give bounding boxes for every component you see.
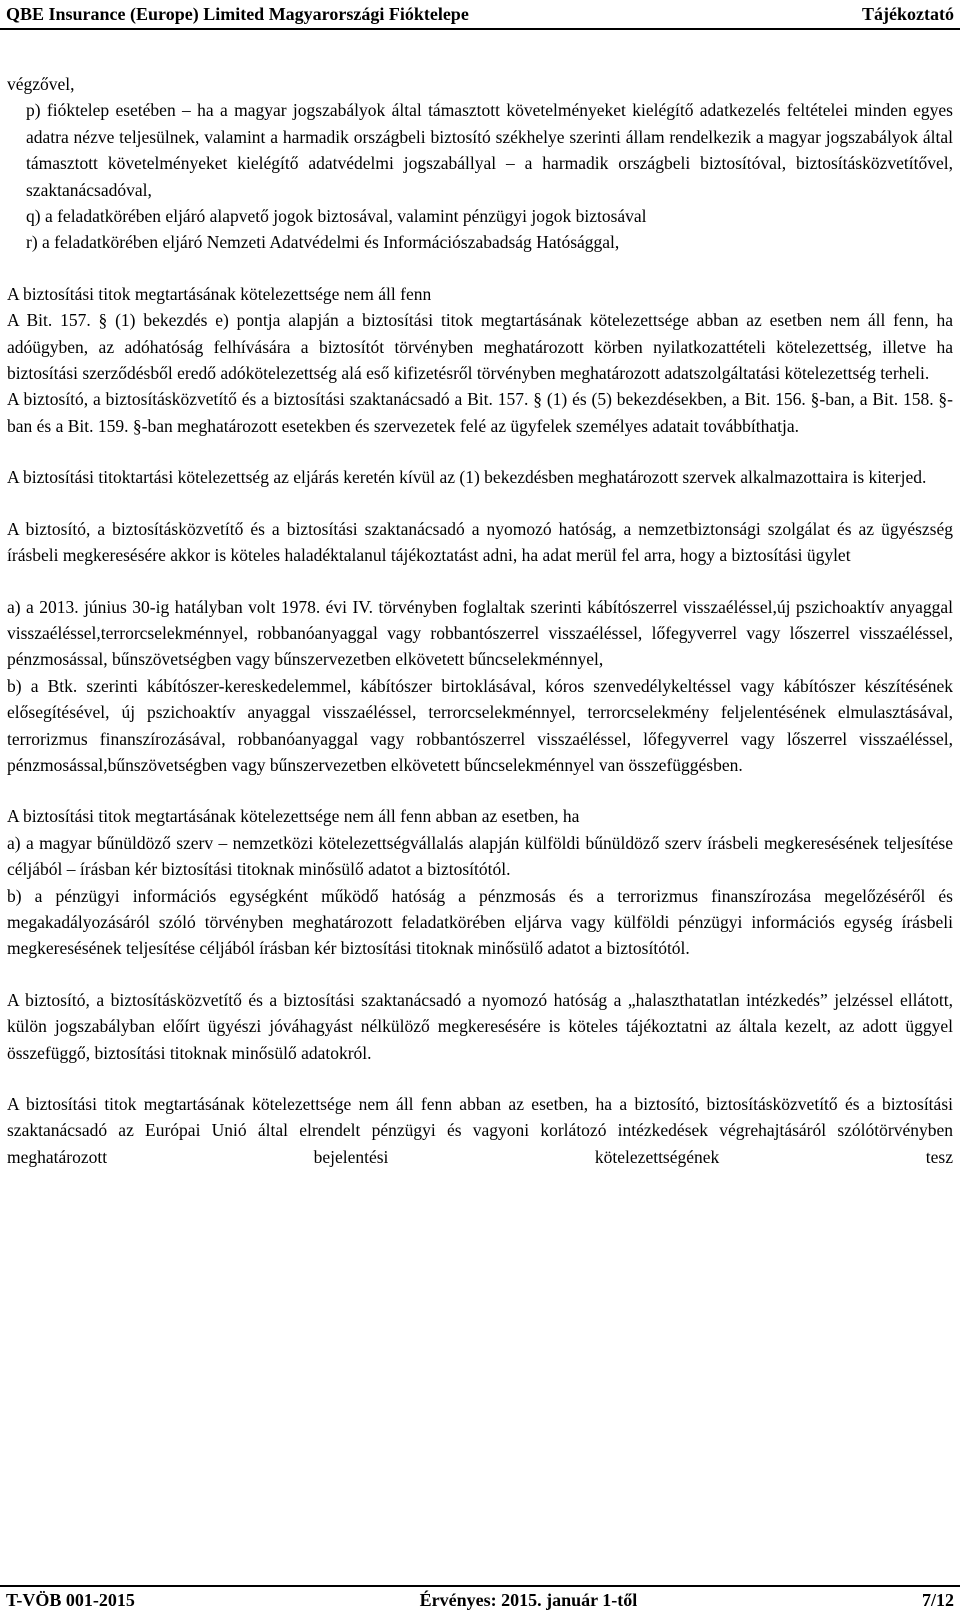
list-item-a: a) a 2013. június 30-ig hatályban volt 1978. évi IV. törvényben foglaltak szerinti kábítószerrel visszaéléssel,új pszichoaktív anyaggal visszaéléssel,terrorcselekménnyel, robbanóanyaggal vagy robbantószerrel visszaéléssel, lőfegyverrel vagy lőszerrel visszaéléssel, pénzmosással, bűnszövetségben vagy bűnszervezetben elkövetett bűncselekménnyel, <box>7 596 953 670</box>
paragraph: A biztosítási titok megtartásának kötelezettsége nem áll fenn abban az esetben, ha a biztosító, biztosításközvetítő és a biztosítási szaktanácsadó az Európai Unió által elrendelt pénzügyi és vagyoni korlátozó intézkedések végrehajtásáról szólótörvényben meghatározott bejelentési kötelezettségének tesz <box>7 1094 953 1167</box>
list-item-q: q) a feladatkörében eljáró alapvető jogok biztosával, valamint pénzügyi jogok biztosával <box>26 206 647 227</box>
paragraph: A Bit. 157. § (1) bekezdés e) pontja alapján a biztosítási titok megtartásának kötelezettsége abban az esetben nem áll fenn, ha adóügyben, az adóhatóság felhívására a biztosítót törvényben meghatározott körben nyilatkozattételi kötelezettség, illetve ha biztosítási szerződésből eredő adókötelezettség alá eső kifizetésről törvényben meghatározott adatszolgáltatási kötelezettség terheli. <box>7 310 953 384</box>
document-body <box>7 71 953 1170</box>
header-company: QBE Insurance (Europe) Limited Magyarországi Fióktelepe <box>6 3 469 24</box>
page-footer <box>0 1585 960 1613</box>
footer-page-number: 7/12 <box>921 1589 954 1610</box>
list-item-b: b) a Btk. szerinti kábítószer-kereskedelemmel, kábítószer birtoklásával, kóros szenvedélykeltéssel vagy kábítószer készítésének elősegítésével, új pszichoaktív anyaggal visszaéléssel, terrorcselekménnyel, terrorcselekmény feljelentésének elmulasztásával, terrorizmus finanszírozásával, robbanóanyaggal vagy robbantószerrel visszaéléssel, lőfegyverrel vagy lőszerrel visszaéléssel, pénzmosással,bűnszövetségben vagy bűnszervezetben elkövetett bűncselekménnyel van összefüggésben. <box>7 675 953 775</box>
paragraph: végzővel, <box>7 74 75 94</box>
page-header <box>0 0 960 30</box>
footer-doc-id: T-VÖB 001-2015 <box>6 1589 135 1610</box>
header-doc-type: Tájékoztató <box>862 3 954 24</box>
list-item-a: a) a magyar bűnüldöző szerv – nemzetközi kötelezettségvállalás alapján külföldi bűnüldöző szerv írásbeli megkeresésének teljesítése céljából – írásban kér biztosítási titoknak minősülő adatot a biztosítótól. <box>7 832 953 880</box>
paragraph: A biztosító, a biztosításközvetítő és a biztosítási szaktanácsadó a nyomozó hatóság, a nemzetbiztonsági szolgálat és az ügyészség írásbeli megkeresésére akkor is köteles haladéktalanul tájékoztatást adni, ha adat merül fel arra, hogy a biztosítási ügylet <box>7 518 953 566</box>
section-heading: A biztosítási titok megtartásának kötelezettsége nem áll fenn <box>7 283 432 304</box>
footer-validity: Érvényes: 2015. január 1-től <box>419 1589 638 1610</box>
list-item-r: r) a feladatkörében eljáró Nemzeti Adatvédelmi és Információszabadság Hatósággal, <box>26 232 620 253</box>
paragraph: A biztosító, a biztosításközvetítő és a biztosítási szaktanácsadó a Bit. 157. § (1) és (5) bekezdésekben, a Bit. 156. §-ban, a Bit. 158. §-ban és a Bit. 159. §-ban meghatározott esetekben és szervezetek felé az ügyfelek személyes adatait továbbíthatja. <box>7 389 953 436</box>
list-item-p: p) fióktelep esetében – ha a magyar jogszabályok által támasztott követelményeket kielégítő adatkezelés feltételei minden egyes adatra nézve teljesülnek, valamint a harmadik országbeli biztosító székhelye szerinti állam rendelkezik a magyar jogszabályok által támasztott követelményeket kielégítő adatvédelmi jogszabállyal – a harmadik országbeli biztosítóval, biztosításközvetítővel, szaktanácsadóval, <box>26 100 953 200</box>
paragraph: A biztosítási titoktartási kötelezettség az eljárás keretén kívül az (1) bekezdésben meghatározott szervek alkalmazottaira is kiterjed. <box>7 467 927 488</box>
paragraph: A biztosító, a biztosításközvetítő és a biztosítási szaktanácsadó a nyomozó hatóság a „halaszthatatlan intézkedés” jelzéssel ellátott, külön jogszabályban előírt ügyészi jóváhagyást nélkülöző megkeresésére is köteles tájékoztatni az általa kezelt, az adott üggyel összefüggő, biztosítási titoknak minősülő adatokról. <box>7 989 953 1063</box>
list-item-b: b) a pénzügyi információs egységként működő hatóság a pénzmosás és a terrorizmus finanszírozása megelőzéséről és megakadályozásáról szóló törvényben meghatározott feladatkörében eljárva vagy külföldi pénzügyi információs egység írásbeli megkeresésének teljesítése céljából írásban kér biztosítási titoknak minősülő adatot a biztosítótól. <box>7 885 953 959</box>
paragraph: A biztosítási titok megtartásának kötelezettsége nem áll fenn abban az esetben, ha <box>7 806 580 827</box>
